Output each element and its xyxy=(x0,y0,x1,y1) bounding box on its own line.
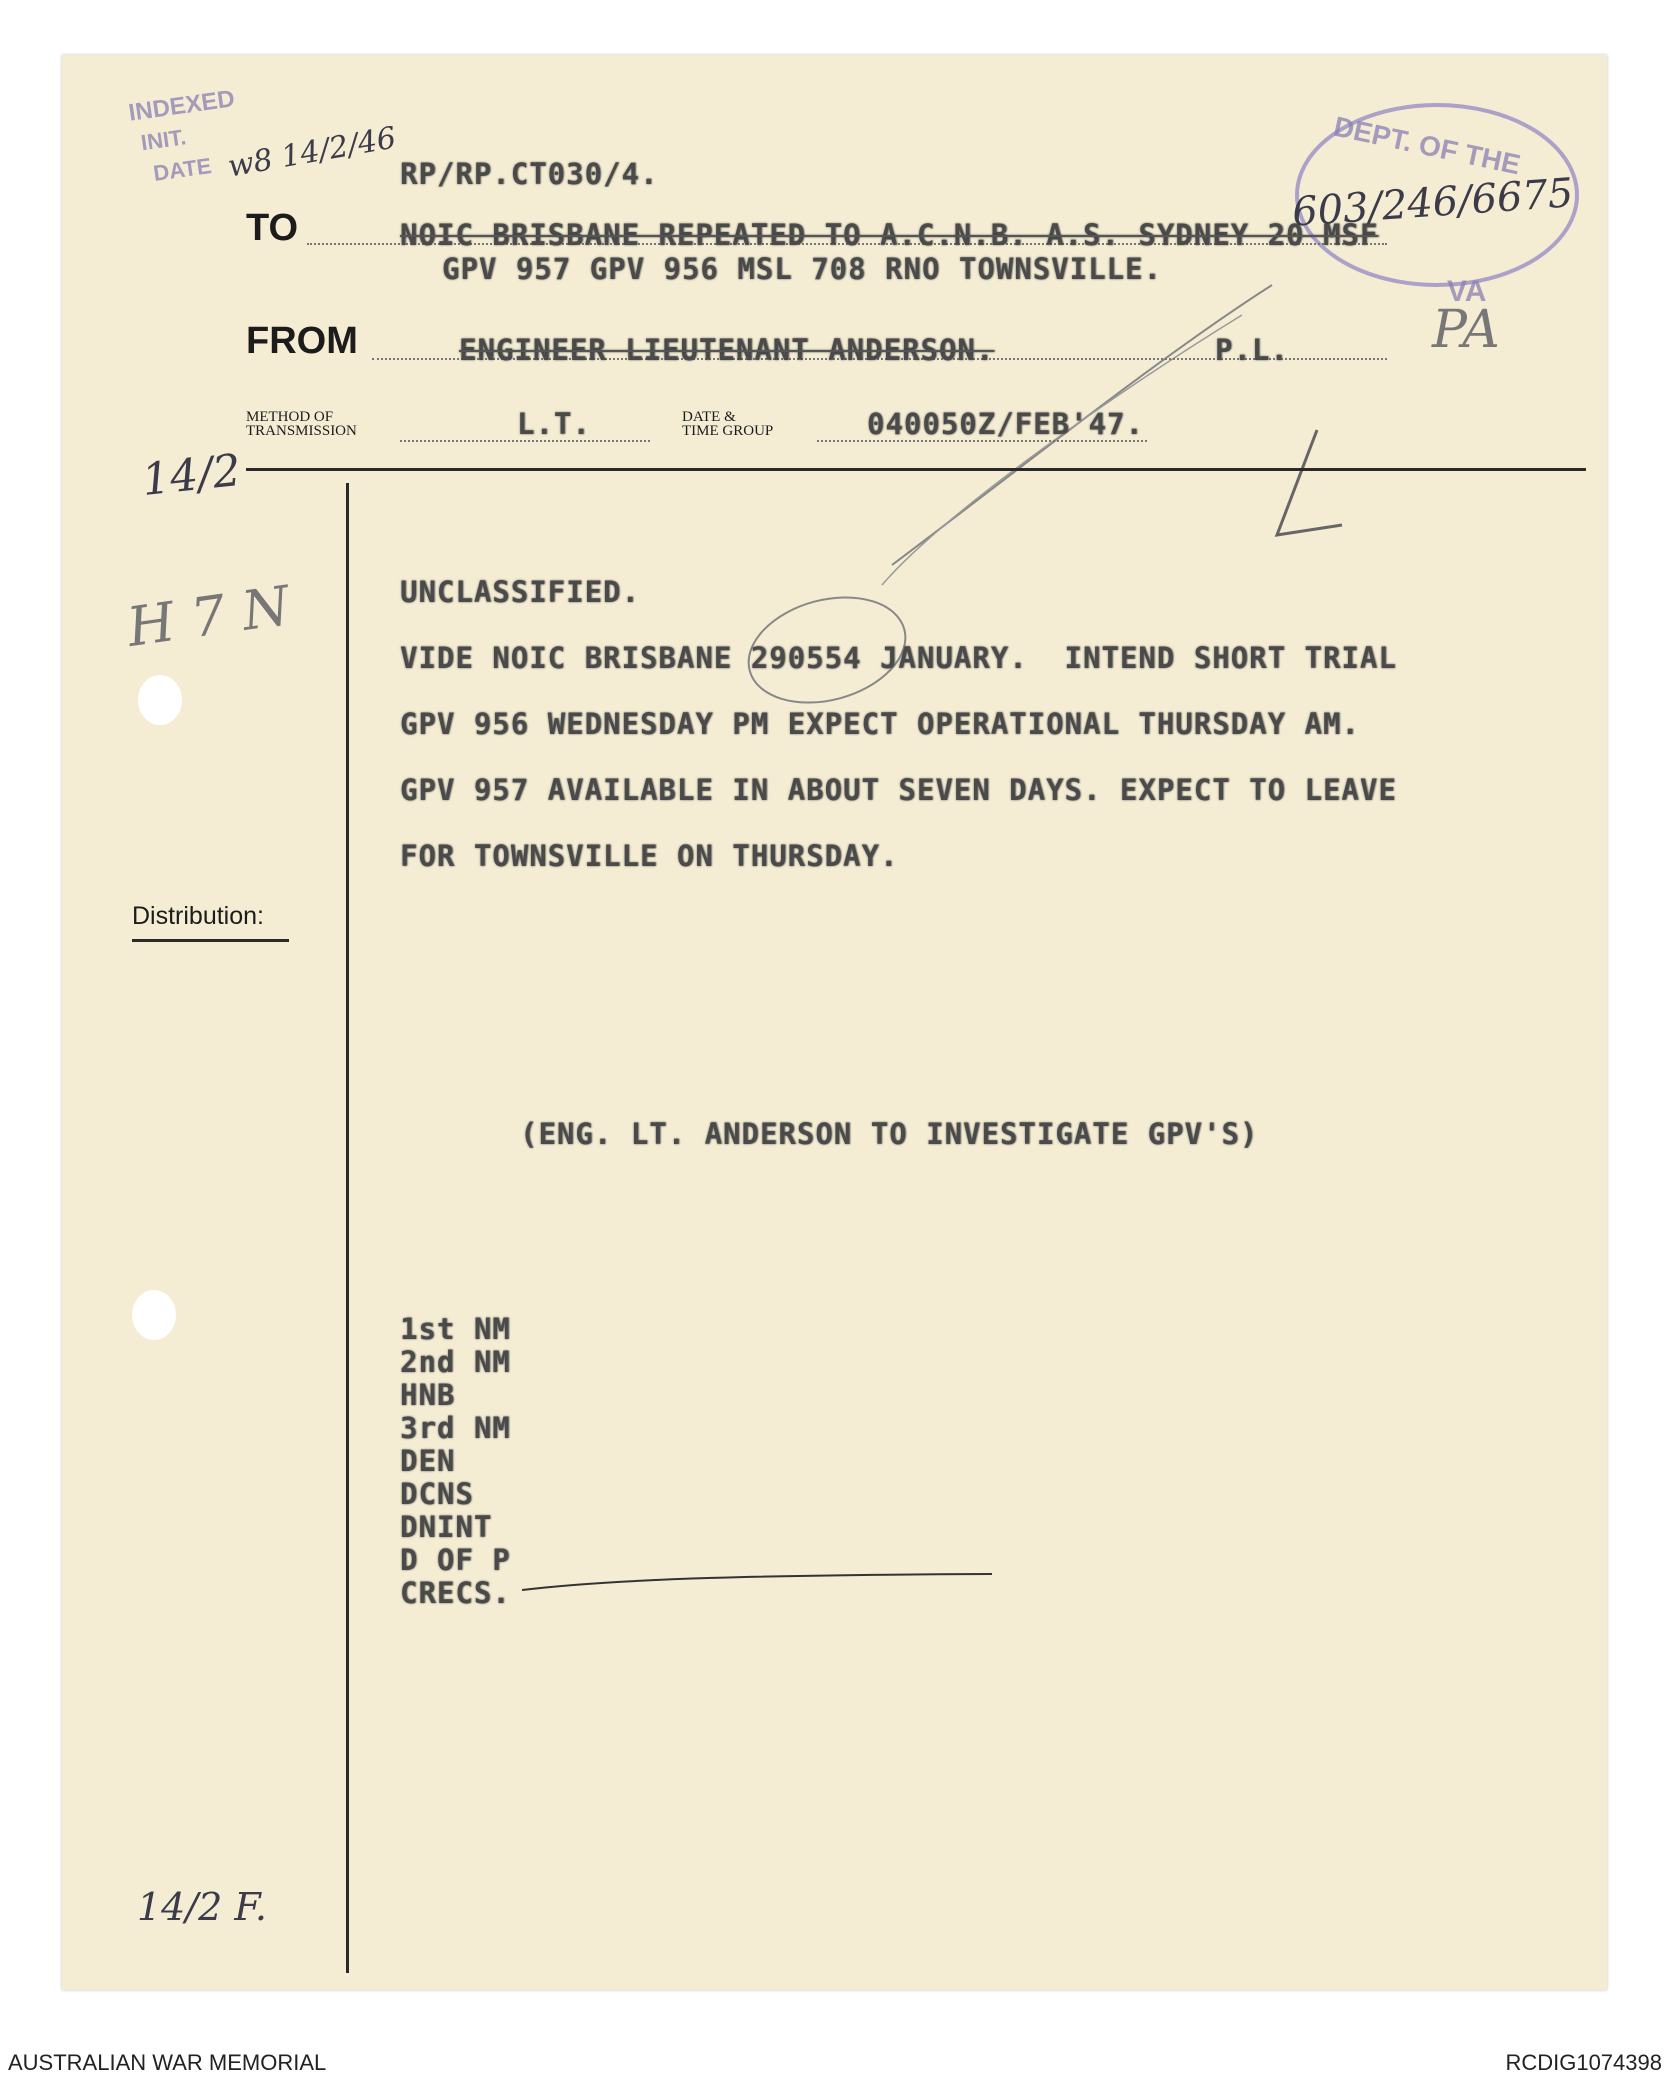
dept-stamp-text: DEPT. OF THE xyxy=(1330,110,1524,181)
header-divider xyxy=(246,468,1586,471)
handwritten-initials: PA xyxy=(1432,300,1500,360)
distribution-item: 3rd NM xyxy=(400,1411,511,1445)
margin-note-pencil: H 7 N xyxy=(123,573,294,660)
method-value: L.T. xyxy=(517,407,591,441)
distribution-item: HNB xyxy=(400,1378,456,1412)
handwritten-initials-date: w8 14/2/46 xyxy=(225,120,399,185)
to-label: TO xyxy=(246,207,299,249)
footer-source: AUSTRALIAN WAR MEMORIAL xyxy=(8,2050,327,2075)
pen-stroke xyxy=(522,1570,1002,1600)
body-line-4: FOR TOWNSVILLE ON THURSDAY. xyxy=(400,839,899,873)
classification: UNCLASSIFIED. xyxy=(400,575,640,609)
handwritten-file-number: 603/246/6675 xyxy=(1290,170,1575,236)
body-line-1: VIDE NOIC BRISBANE 290554 JANUARY. INTEND SHORT TRIAL xyxy=(400,641,1397,675)
method-label-2: TRANSMISSION xyxy=(246,423,357,439)
method-label-1: METHOD OF xyxy=(246,409,334,425)
distribution-item: CRECS. xyxy=(400,1576,511,1610)
subject-line: (ENG. LT. ANDERSON TO INVESTIGATE GPV'S) xyxy=(520,1117,1259,1151)
punch-hole xyxy=(132,1290,176,1340)
margin-divider xyxy=(346,483,349,1973)
bottom-note: 14/2 F. xyxy=(137,1885,267,1929)
body-line-3: GPV 957 AVAILABLE IN ABOUT SEVEN DAYS. EXPECT TO LEAVE xyxy=(400,773,1397,807)
from-sender: ENGINEER LIEUTENANT ANDERSON. xyxy=(459,333,995,367)
margin-note-fraction: 14/2 xyxy=(139,444,244,507)
distribution-list xyxy=(400,1313,511,1610)
dtg-value: 040050Z/FEB'47. xyxy=(867,407,1144,441)
body-line-2: GPV 956 WEDNESDAY PM EXPECT OPERATIONAL THURSDAY AM. xyxy=(400,707,1360,741)
footer-record-id: RCDIG1074398 xyxy=(1505,2050,1662,2075)
dept-stamp-text-2: VA xyxy=(1447,275,1487,308)
message-reference: RP/RP.CT030/4. xyxy=(400,157,659,191)
from-label: FROM xyxy=(246,320,358,362)
to-recipients-line-2: GPV 957 GPV 956 MSL 708 RNO TOWNSVILLE. xyxy=(442,252,1162,286)
message-form-page: INDEXED INIT. DATE w8 14/2/46 DEPT. OF THE VA 603/246/6675 PA RP/RP.CT030/4. TO NOIC BRISBANE REPEATED TO A.C.N.B. A.S. SYDNEY 20 MSF GPV 957 GPV 956 MSL 708 RNO TOWNSVILLE. FROM ENGINEER LIEUTENANT ANDERSON. P.L. METHOD OF TRANSMISSION L.T. DATE & TIME GROUP 040050Z/FEB'47. 14/2 H 7 N UNCLASSIFIED. VIDE NOIC BRISBANE 290554 JANUARY. INTEND SHORT TRIAL GPV 956 WEDNESDAY PM EXPECT OPERATIONAL THURSDAY AM. GPV 957 AVAILABLE IN ABOUT SEVEN DAYS. EXPECT TO LEAVE FOR TOWNSVILLE ON THURSDAY. Distribution: (ENG. LT. ANDERSON TO INVESTIGATE GPV'S) 1st NM 2nd NM HNB 3rd NM DEN DCNS DNINT D OF P CRECS. 14/2 F. xyxy=(62,55,1607,1990)
distribution-item: DCNS xyxy=(400,1477,474,1511)
distribution-label: Distribution: xyxy=(132,902,289,942)
distribution-item: 2nd NM xyxy=(400,1345,511,1379)
distribution-item: D OF P xyxy=(400,1543,511,1577)
distribution-item: 1st NM xyxy=(400,1312,511,1346)
dtg-label-1: DATE & xyxy=(682,409,736,425)
distribution-item: DEN xyxy=(400,1444,456,1478)
distribution-item: DNINT xyxy=(400,1510,493,1544)
from-suffix: P.L. xyxy=(1215,333,1289,367)
dtg-label-2: TIME GROUP xyxy=(682,423,774,439)
to-recipients-line-1: NOIC BRISBANE REPEATED TO A.C.N.B. A.S. SYDNEY 20 MSF xyxy=(400,218,1379,252)
